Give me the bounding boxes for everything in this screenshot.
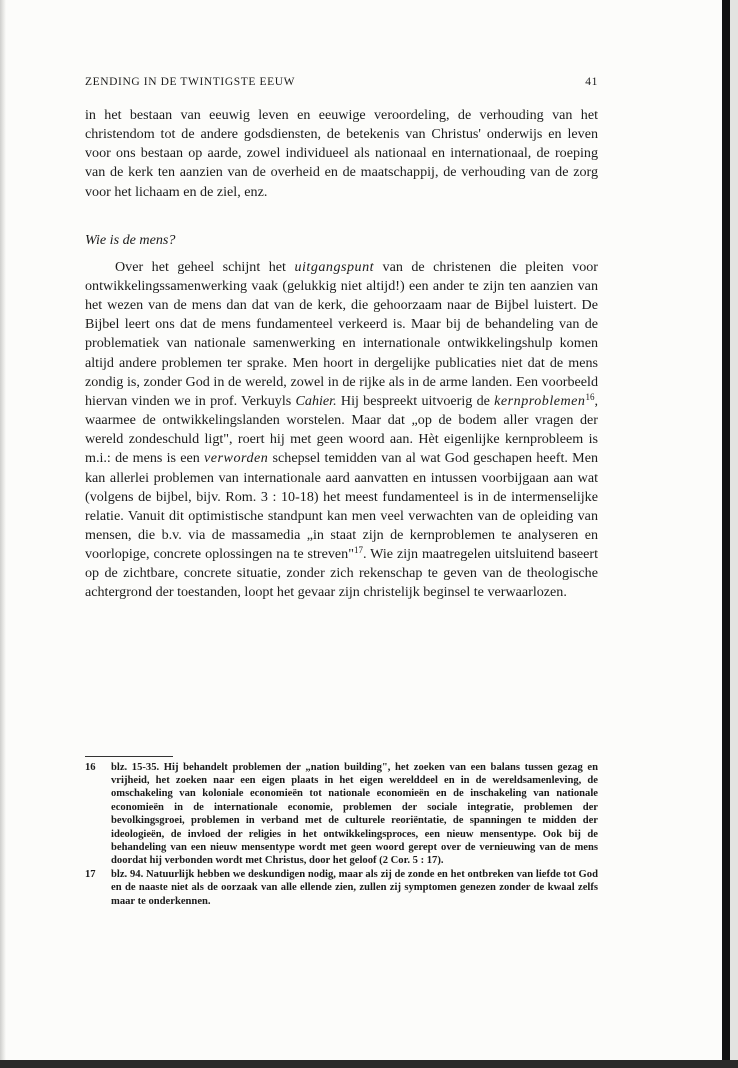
page-edge-right xyxy=(722,0,730,1068)
running-head-title: ZENDING IN DE TWINTIGSTE EEUW xyxy=(85,76,296,88)
footnote-number: 17 xyxy=(85,868,96,880)
footnote-17 xyxy=(85,868,598,908)
section-heading: Wie is de mens? xyxy=(85,231,176,248)
footnote-16 xyxy=(85,761,598,868)
footnote-text: blz. 94. Natuurlijk hebben we deskundigen nodig, maar als zij de zonde en het ontbreken van liefde tot God en de naaste niet als de oorzaak van alle ellende zien, zullen zij symptomen genezen zonder de kwaal zelfs maar te onderkennen. xyxy=(111,868,598,907)
text-block xyxy=(85,76,598,908)
emphasis-cahier: Cahier. xyxy=(295,392,337,409)
main-paragraph xyxy=(85,258,598,603)
footnotes xyxy=(85,761,598,908)
opening-paragraph: in het bestaan van eeuwig leven en eeuwige veroordeling, de verhouding van het christendom tot de andere godsdiensten, de betekenis van Christus' onderwijs en leven voor ons bestaan op aarde, zowel individueel als nationaal en internationaal, de roeping van de kerk ten aanzien van de overheid en de maatschappij, de verhouding van de zorg voor het lichaam en de ziel, enz. xyxy=(85,107,598,200)
emphasis-verworden: verworden xyxy=(204,450,269,467)
footnote-ref-17: 17 xyxy=(354,545,363,556)
running-head xyxy=(85,76,598,88)
footnote-text: blz. 15-35. Hij behandelt problemen der „nation building", het zoeken van een balans tussen gezag en vrijheid, het zoeken naar een eigen plaats in het eigen werelddeel en in de wereldsamenleving, de omschakeling van koloniale economieën tot nationale economieën en de inschakeling van nationale economieën in de internationale economie, problemen der sociale integratie, problemen der bevolkingsgroei, problemen in verband met de culturele reoriëntatie, de spanningen te midden der ideologieën, de invloed der religies in het ontwikkelingsproces, een nieuw mensentype. Ook bij de behandeling van een nieuw mensentype wordt met geen woord gerept over de vernieuwing van de mens doordat hij verbonden wordt met Christus, door het geloof (2 Cor. 5 : 17). xyxy=(111,761,598,867)
page-number: 41 xyxy=(585,76,598,88)
main-text-5: schepsel temidden van al wat God geschapen heeft. Men kan allerlei problemen van internationale aard aanvatten en intussen voorbijgaan aan wat (volgens de bijbel, bijv. Rom. 3 : 10-18) het meest fundamenteel is in de intermenselijke relatie. Vanuit dit optimistische standpunt kan men veel verwachten van de opleiding van mensen, die b.v. via de massamedia „in staat zijn de kernproblemen te analyseren en voorlopige, concrete oplossingen na te streven" xyxy=(85,450,599,563)
page-edge-bottom xyxy=(0,1060,738,1068)
main-text-3: Hij bespreekt uitvoerig de xyxy=(336,392,495,409)
emphasis-uitgangspunt: uitgangspunt xyxy=(294,258,375,275)
main-text-2: van de christenen die pleiten voor ontwikkelingssamenwerking vaak (gelukkig niet altijd!) een ander te zijn ten aanzien van het wezen van de mens dan dat van de kerk, die gehoorzaam naar de Bijbel luistert. De Bijbel leert ons dat de mens fundamenteel verkeerd is. Maar bij de behandeling van de problematiek van nationale samenwerking en internationale ontwikkelingshulp komen altijd andere problemen ter sprake. Men hoort in dergelijke publicaties niet dat de mens zondig is, zonder God in de wereld, zowel in de rijke als in de arme landen. Een voorbeeld hiervan vinden we in prof. Verkuyls xyxy=(85,258,598,409)
footnote-number: 16 xyxy=(85,761,96,773)
main-text-1: Over het geheel schijnt het xyxy=(115,258,295,275)
emphasis-kernproblemen: kernproblemen xyxy=(494,392,586,409)
page-gutter-shadow xyxy=(0,0,6,1060)
footnote-separator xyxy=(85,756,173,757)
main-text-6: . Wie zijn maatregelen uitsluitend baseert op de zichtbare, concrete situatie, zonder zich rekenschap te geven van de theologische achtergrond der toestanden, loopt het gevaar zijn christelijk beginsel te verwaarlozen. xyxy=(85,546,598,601)
footnote-ref-16: 16 xyxy=(585,391,595,402)
main-text-4: , waarmee de ontwikkelingslanden worstelen. Maar dat „op de bodem aller vragen der wereld zondeschuld ligt", roert hij met geen woord aan. Hèt eigenlijke kernprobleem is m.i.: de mens is een xyxy=(85,392,598,467)
